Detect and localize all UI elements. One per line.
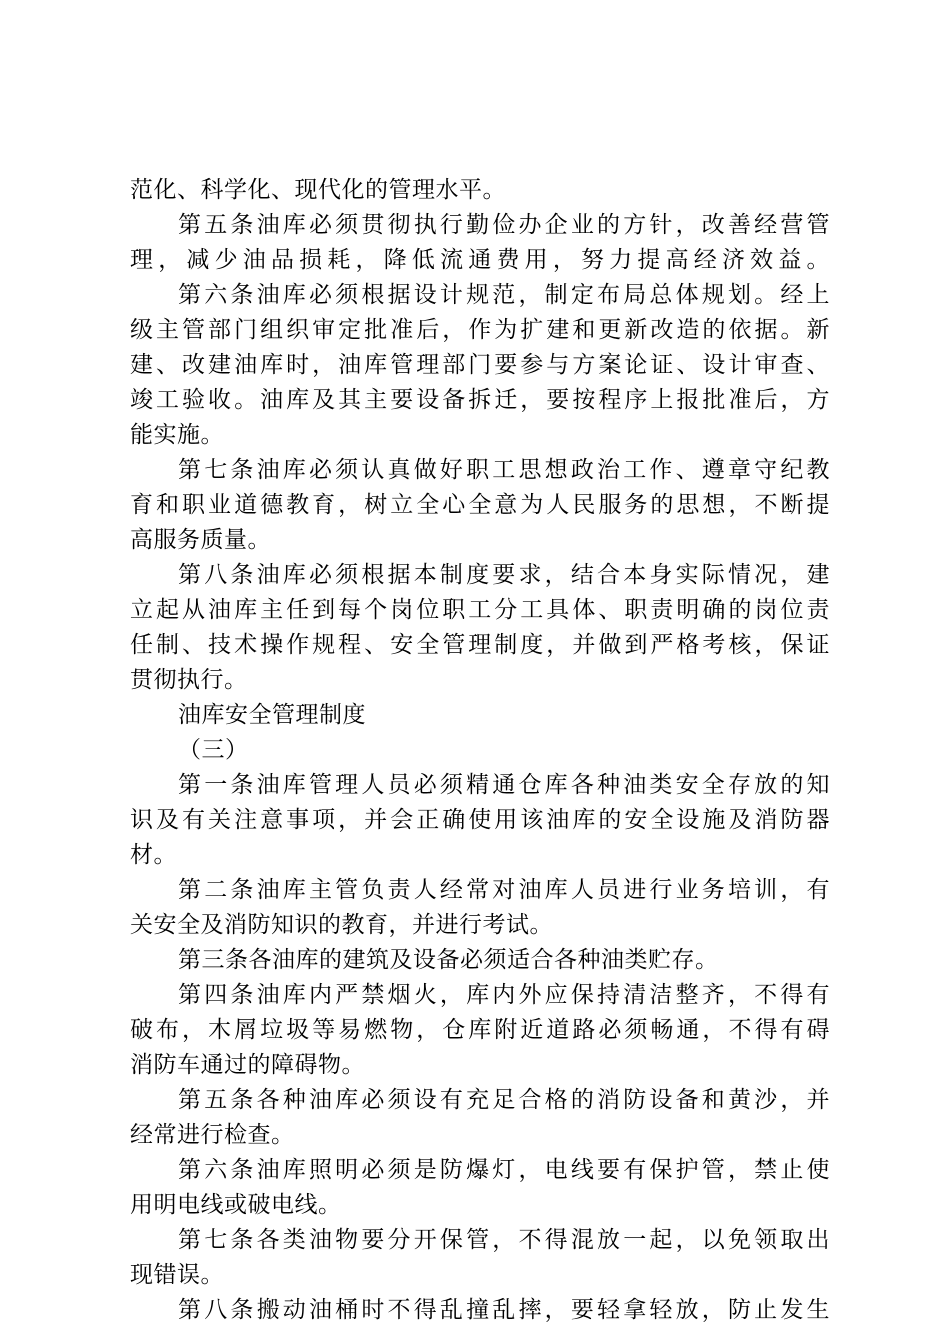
paragraph-line: 第六条油库必须根据设计规范，制定布局总体规划。经上 [178,282,830,308]
paragraph-line: 第八条油库必须根据本制度要求，结合本身实际情况，建 [178,562,830,588]
paragraph-line: 高服务质量。 [130,527,271,553]
paragraph-line: 能实施。 [130,422,224,448]
paragraph-line: 识及有关注意事项，并会正确使用该油库的安全设施及消防器 [130,807,830,833]
paragraph-line: 材。 [130,842,177,868]
paragraph-line: 理，减少油品损耗，降低流通费用，努力提高经济效益。 [130,247,830,273]
section-heading: 油库安全管理制度 [178,702,366,728]
section-number: （三） [178,737,249,763]
paragraph-line: 建、改建油库时，油库管理部门要参与方案论证、设计审查、 [130,352,830,378]
paragraph-line: 范化、科学化、现代化的管理水平。 [130,177,506,203]
paragraph-line: 第五条各种油库必须设有充足合格的消防设备和黄沙，并 [178,1087,830,1113]
paragraph-line: 用明电线或破电线。 [130,1192,342,1218]
paragraph-line: 第一条油库管理人员必须精通仓库各种油类安全存放的知 [178,772,830,798]
paragraph-line: 第五条油库必须贯彻执行勤俭办企业的方针，改善经营管 [178,212,830,238]
paragraph-line: 消防车通过的障碍物。 [130,1052,365,1078]
paragraph-line: 第八条搬动油桶时不得乱撞乱摔，要轻拿轻放，防止发生 [178,1297,830,1323]
paragraph-line: 级主管部门组织审定批准后，作为扩建和更新改造的依据。新 [130,317,830,343]
paragraph-line: 贯彻执行。 [130,667,248,693]
paragraph-line: 第二条油库主管负责人经常对油库人员进行业务培训，有 [178,877,830,903]
paragraph-line: 竣工验收。油库及其主要设备拆迁，要按程序上报批准后，方 [130,387,830,413]
paragraph-line: 经常进行检查。 [130,1122,295,1148]
paragraph-line: 任制、技术操作规程、安全管理制度，并做到严格考核，保证 [130,632,830,658]
paragraph-line: 育和职业道德教育，树立全心全意为人民服务的思想，不断提 [130,492,830,518]
paragraph-line: 立起从油库主任到每个岗位职工分工具体、职责明确的岗位责 [130,597,830,623]
paragraph-line: 关安全及消防知识的教育，并进行考试。 [130,912,553,938]
paragraph-line: 第四条油库内严禁烟火，库内外应保持清洁整齐，不得有 [178,982,830,1008]
paragraph-line: 破布，木屑垃圾等易燃物，仓库附近道路必须畅通，不得有碍 [130,1017,830,1043]
paragraph-line: 第七条各类油物要分开保管，不得混放一起，以免领取出 [178,1227,830,1253]
paragraph-line: 第七条油库必须认真做好职工思想政治工作、遵章守纪教 [178,457,830,483]
paragraph-line: 第三条各油库的建筑及设备必须适合各种油类贮存。 [178,947,719,973]
paragraph-line: 现错误。 [130,1262,224,1288]
paragraph-line: 第六条油库照明必须是防爆灯，电线要有保护管，禁止使 [178,1157,830,1183]
